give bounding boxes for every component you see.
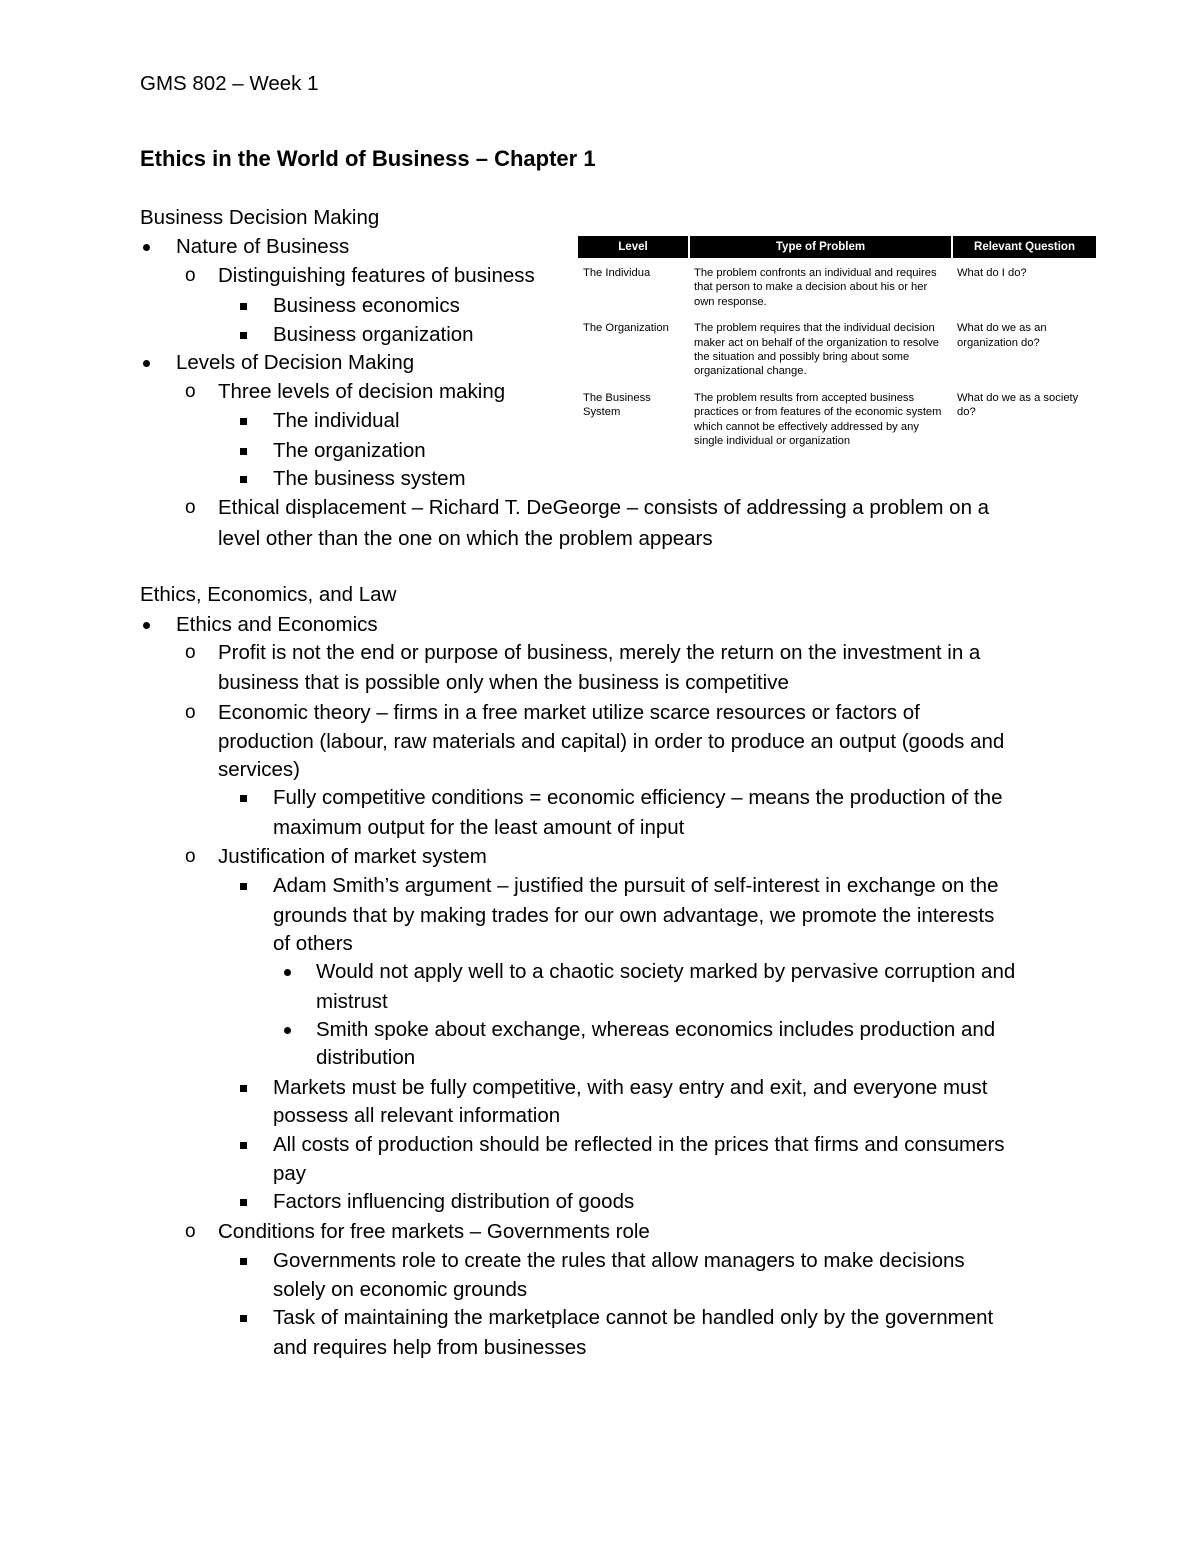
circle-bullet-icon bbox=[185, 701, 196, 725]
list-item: Adam Smith’s argument – justified the pursuit of self-interest in exchange on the bbox=[273, 874, 999, 897]
circle-bullet-icon bbox=[185, 264, 196, 288]
list-item: The organization bbox=[273, 439, 426, 462]
column-header: Type of Problem bbox=[689, 236, 952, 258]
decision-levels-table bbox=[578, 236, 1096, 452]
table-cell: What do we as a society do? bbox=[957, 391, 1079, 419]
list-item-continuation: level other than the one on which the problem appears bbox=[218, 527, 713, 550]
table-cell: The Business System bbox=[583, 391, 651, 419]
circle-bullet-icon bbox=[185, 496, 196, 520]
table-row bbox=[578, 313, 1096, 383]
column-header: Level bbox=[578, 236, 689, 258]
list-item-continuation: business that is possible only when the business is competitive bbox=[218, 671, 789, 694]
square-bullet-icon bbox=[240, 1076, 247, 1100]
course-header: GMS 802 – Week 1 bbox=[140, 72, 319, 95]
list-item: Profit is not the end or purpose of business, merely the return on the investment in a bbox=[218, 641, 981, 664]
list-item: Markets must be fully competitive, with easy entry and exit, and everyone must bbox=[273, 1076, 988, 1099]
circle-bullet-icon bbox=[185, 380, 196, 404]
list-item-continuation: possess all relevant information bbox=[273, 1104, 561, 1127]
list-item-continuation: grounds that by making trades for our own advantage, we promote the interests bbox=[273, 904, 995, 927]
section-heading: Ethics, Economics, and Law bbox=[140, 583, 397, 606]
table-cell: What do we as an organization do? bbox=[957, 322, 1047, 349]
list-item: The business system bbox=[273, 467, 466, 490]
list-item: Justification of market system bbox=[218, 845, 487, 868]
section-heading: Business Decision Making bbox=[140, 206, 380, 229]
square-bullet-icon bbox=[240, 294, 247, 318]
square-bullet-icon bbox=[240, 439, 247, 463]
list-item-continuation: distribution bbox=[316, 1046, 416, 1069]
table-header-row bbox=[578, 236, 1096, 258]
list-item: Levels of Decision Making bbox=[176, 351, 415, 374]
list-item: Economic theory – firms in a free market utilize scarce resources or factors of bbox=[218, 701, 920, 724]
square-bullet-icon bbox=[240, 1133, 247, 1157]
circle-bullet-icon bbox=[185, 1220, 196, 1244]
table-row bbox=[578, 258, 1096, 313]
list-item: Distinguishing features of business bbox=[218, 264, 535, 287]
page-title: Ethics in the World of Business – Chapter 1 bbox=[140, 146, 596, 171]
list-item-continuation: solely on economic grounds bbox=[273, 1278, 528, 1301]
list-item: Ethics and Economics bbox=[176, 613, 378, 636]
bullet-icon bbox=[284, 1018, 291, 1042]
square-bullet-icon bbox=[240, 409, 247, 433]
square-bullet-icon bbox=[240, 786, 247, 810]
circle-bullet-icon bbox=[185, 845, 196, 869]
square-bullet-icon bbox=[240, 1249, 247, 1273]
table-cell: The Organization bbox=[583, 322, 669, 335]
table-cell: The problem requires that the individual decision maker act on behalf of the organization to resolve the situation and possibly bring about some organizational change. bbox=[694, 322, 940, 378]
square-bullet-icon bbox=[240, 467, 247, 491]
list-item: Conditions for free markets – Governments role bbox=[218, 1220, 650, 1243]
square-bullet-icon bbox=[240, 323, 247, 347]
square-bullet-icon bbox=[240, 874, 247, 898]
square-bullet-icon bbox=[240, 1190, 247, 1214]
table-row bbox=[578, 383, 1096, 453]
list-item-continuation: services) bbox=[218, 758, 301, 781]
column-header: Relevant Question bbox=[952, 236, 1096, 258]
bullet-icon bbox=[284, 960, 291, 984]
list-item-continuation: mistrust bbox=[316, 990, 388, 1013]
list-item: Ethical displacement – Richard T. DeGeorge – consists of addressing a problem on a bbox=[218, 496, 990, 519]
list-item: Business economics bbox=[273, 294, 460, 317]
list-item: Nature of Business bbox=[176, 235, 350, 258]
table-cell: The Individua bbox=[583, 267, 651, 279]
list-item-continuation: and requires help from businesses bbox=[273, 1336, 587, 1359]
list-item: The individual bbox=[273, 409, 400, 432]
list-item-continuation: of others bbox=[273, 932, 353, 955]
list-item-continuation: maximum output for the least amount of input bbox=[273, 816, 685, 839]
table-cell: The problem results from accepted business practices or from features of the economic system which cannot be effectively addressed by any single individual or organization bbox=[694, 391, 942, 448]
list-item: Fully competitive conditions = economic efficiency – means the production of the bbox=[273, 786, 1003, 809]
bullet-icon bbox=[143, 613, 150, 637]
circle-bullet-icon bbox=[185, 641, 196, 665]
list-item: Three levels of decision making bbox=[218, 380, 506, 403]
table-cell: What do I do? bbox=[957, 267, 1027, 279]
list-item: Governments role to create the rules that allow managers to make decisions bbox=[273, 1249, 965, 1272]
list-item: All costs of production should be reflected in the prices that firms and consumers bbox=[273, 1133, 1005, 1156]
square-bullet-icon bbox=[240, 1306, 247, 1330]
list-item: Would not apply well to a chaotic society marked by pervasive corruption and bbox=[316, 960, 1016, 983]
list-item: Business organization bbox=[273, 323, 474, 346]
bullet-icon bbox=[143, 351, 150, 375]
table-cell: The problem confronts an individual and requires that person to make a decision about his or her own response. bbox=[694, 267, 937, 308]
list-item: Task of maintaining the marketplace cannot be handled only by the government bbox=[273, 1306, 994, 1329]
list-item-continuation: production (labour, raw materials and capital) in order to produce an output (goods and bbox=[218, 730, 1005, 753]
list-item: Smith spoke about exchange, whereas economics includes production and bbox=[316, 1018, 996, 1041]
list-item: Factors influencing distribution of goods bbox=[273, 1190, 635, 1213]
list-item-continuation: pay bbox=[273, 1162, 307, 1185]
bullet-icon bbox=[143, 235, 150, 259]
